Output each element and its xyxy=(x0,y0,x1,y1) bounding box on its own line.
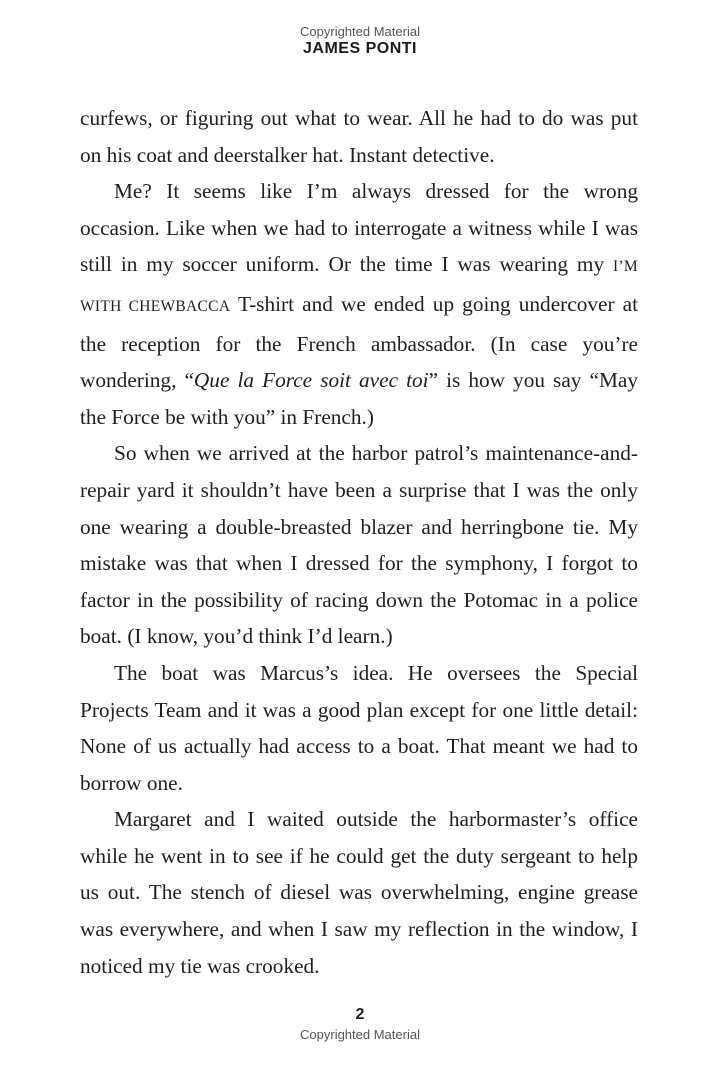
paragraph-3: So when we arrived at the harbor patrol’s maintenance-and-repair yard it shouldn’t have been a surprise that I was the only one wearing a double-breasted blazer and herringbone tie. My mistake was that when I dressed for the symphony, I forgot to factor in the possibility of racing down the Potomac in a police boat. (I know, you’d think I’d learn.) xyxy=(80,441,638,649)
paragraph-5: Margaret and I waited outside the harbormaster’s office while he went in to see if he could get the duty sergeant to help us out. The stench of diesel was overwhelming, engine grease was everywhere, and when I saw my reflection in the window, I noticed my tie was crooked. xyxy=(80,807,638,978)
shirt-slogan-smallcaps: I’M WITH CHEWBACCA xyxy=(80,258,638,315)
body-text xyxy=(80,100,638,984)
page-number: 2 xyxy=(355,1006,365,1023)
paragraph-2-part-b: T-shirt and we ended up going undercover at the reception for the French ambassador. (In case you’re wondering, “ xyxy=(80,291,638,393)
paragraph-2-part-c: ” is how you say “May the Force be with you” in French.) xyxy=(80,368,638,429)
paragraph-2 xyxy=(80,173,638,435)
paragraph-2-part-a: Me? It seems like I’m always dressed for the wrong occasion. Like when we had to interrogate a witness while I was still in my soccer uniform. Or the time I was wearing my xyxy=(80,179,638,277)
running-head-author: JAMES PONTI xyxy=(303,40,417,57)
french-quote-italic: Que la Force soit avec toi xyxy=(193,368,429,393)
copyright-watermark-top: Copyrighted Material xyxy=(300,24,420,39)
paragraph-4: The boat was Marcus’s idea. He oversees the Special Projects Team and it was a good plan except for one little detail: None of us actually had access to a boat. That meant we had to borrow one. xyxy=(80,660,638,795)
paragraph-1: curfews, or figuring out what to wear. All he had to do was put on his coat and deerstalker hat. Instant detective. xyxy=(80,106,638,167)
copyright-watermark-bottom: Copyrighted Material xyxy=(300,1027,420,1042)
